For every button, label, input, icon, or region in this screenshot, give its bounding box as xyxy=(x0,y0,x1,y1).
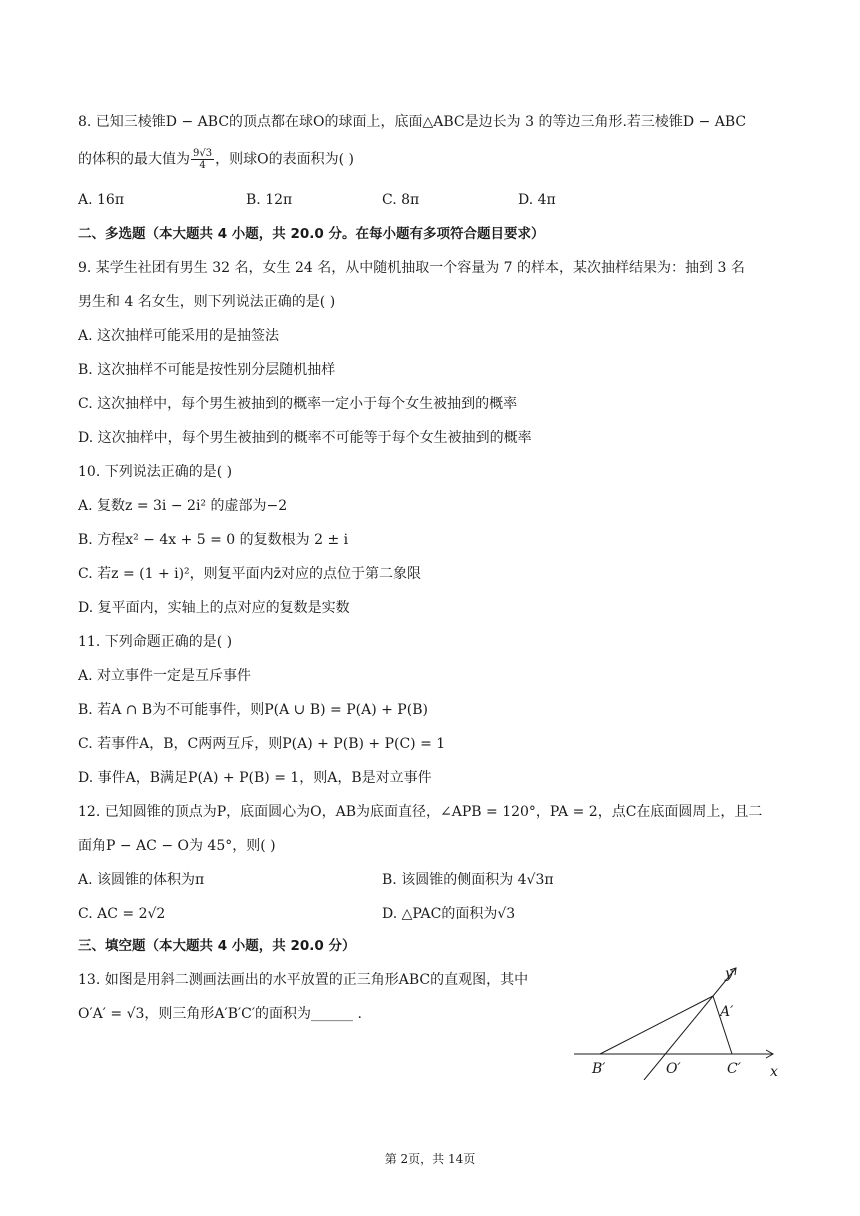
q8-option-b: B. 12π xyxy=(246,192,293,208)
q9-stem-line1: 9. 某学生社团有男生 32 名，女生 24 名，从中随机抽取一个容量为 7 的样本，某次抽样结果为：抽到 3 名 xyxy=(78,260,745,276)
point-c-label: C′ xyxy=(727,1061,741,1077)
q10-option-b: B. 方程x² − 4x + 5 = 0 的复数根为 2 ± i xyxy=(78,532,349,548)
q10-option-a: A. 复数z = 3i − 2i² 的虚部为−2 xyxy=(78,498,288,514)
q9-option-a: A. 这次抽样可能采用的是抽签法 xyxy=(78,328,280,344)
q8-option-c: C. 8π xyxy=(382,192,420,208)
q8-fraction xyxy=(191,148,214,171)
q8-stem-text: 的体积的最大值为 xyxy=(78,151,190,168)
q13-stem-line2: O′A′ = √3，则三角形A′B′C′的面积为______ . xyxy=(78,1006,362,1022)
q12-option-a: A. 该圆锥的体积为π xyxy=(78,872,205,888)
q10-option-c: C. 若z = (1 + i)²，则复平面内z̄对应的点位于第二象限 xyxy=(78,566,422,582)
section-heading-multiple-choice: 二、多选题（本大题共 4 小题，共 20.0 分。在每小题有多项符合题目要求） xyxy=(78,226,545,242)
q8-fraction-denominator: 4 xyxy=(199,160,206,171)
point-a-label: A′ xyxy=(720,1004,734,1020)
q8-option-a: A. 16π xyxy=(78,192,125,208)
q10-option-d: D. 复平面内，实轴上的点对应的复数是实数 xyxy=(78,600,350,616)
q11-option-d: D. 事件A，B满足P(A) + P(B) = 1，则A，B是对立事件 xyxy=(78,770,432,786)
q10-stem: 10. 下列说法正确的是( ) xyxy=(78,464,233,480)
q9-option-b: B. 这次抽样不可能是按性别分层随机抽样 xyxy=(78,362,336,378)
q8-stem-line2 xyxy=(78,148,354,171)
page-footer: 第 2页，共 14页 xyxy=(384,1152,476,1166)
q8-option-d: D. 4π xyxy=(518,192,556,208)
q11-stem: 11. 下列命题正确的是( ) xyxy=(78,634,233,650)
q9-stem-line2: 男生和 4 名女生，则下列说法正确的是( ) xyxy=(78,294,336,310)
q12-stem-line1: 12. 已知圆锥的顶点为P，底面圆心为O，AB为底面直径，∠APB = 120°，PA = 2，点C在底面圆周上，且二 xyxy=(78,804,763,820)
q8-fraction-numerator: 9√3 xyxy=(193,148,213,159)
y-axis-label: y xyxy=(725,966,733,982)
q11-option-c: C. 若事件A，B，C两两互斥，则P(A) + P(B) + P(C) = 1 xyxy=(78,736,446,752)
section-heading-fill-in: 三、填空题（本大题共 4 小题，共 20.0 分） xyxy=(78,938,356,954)
segment-b-a xyxy=(600,996,713,1054)
point-o-label: O′ xyxy=(666,1061,681,1077)
q9-option-c: C. 这次抽样中，每个男生被抽到的概率一定小于每个女生被抽到的概率 xyxy=(78,396,518,412)
q12-option-d: D. △PAC的面积为√3 xyxy=(382,906,516,922)
q13-stem-line1: 13. 如图是用斜二测画法画出的水平放置的正三角形ABC的直观图，其中 xyxy=(78,972,529,988)
q12-option-b: B. 该圆锥的侧面积为 4√3π xyxy=(382,872,554,888)
point-b-label: B′ xyxy=(592,1061,606,1077)
q9-option-d: D. 这次抽样中，每个男生被抽到的概率不可能等于每个女生被抽到的概率 xyxy=(78,430,532,446)
q11-option-b: B. 若A ∩ B为不可能事件，则P(A ∪ B) = P(A) + P(B) xyxy=(78,702,428,718)
q8-stem-line1: 8. 已知三棱锥D − ABC的顶点都在球O的球面上，底面△ABC是边长为 3 的等边三角形.若三棱锥D − ABC xyxy=(78,114,747,130)
q12-stem-line2: 面角P − AC − O为 45°，则( ) xyxy=(78,838,276,854)
q11-option-a: A. 对立事件一定是互斥事件 xyxy=(78,668,252,684)
x-axis-label: x xyxy=(770,1064,778,1080)
q8-stem-text-end: ，则球O的表面积为( ) xyxy=(215,151,354,168)
oblique-triangle-figure xyxy=(568,960,788,1080)
q12-option-c: C. AC = 2√2 xyxy=(78,906,166,922)
